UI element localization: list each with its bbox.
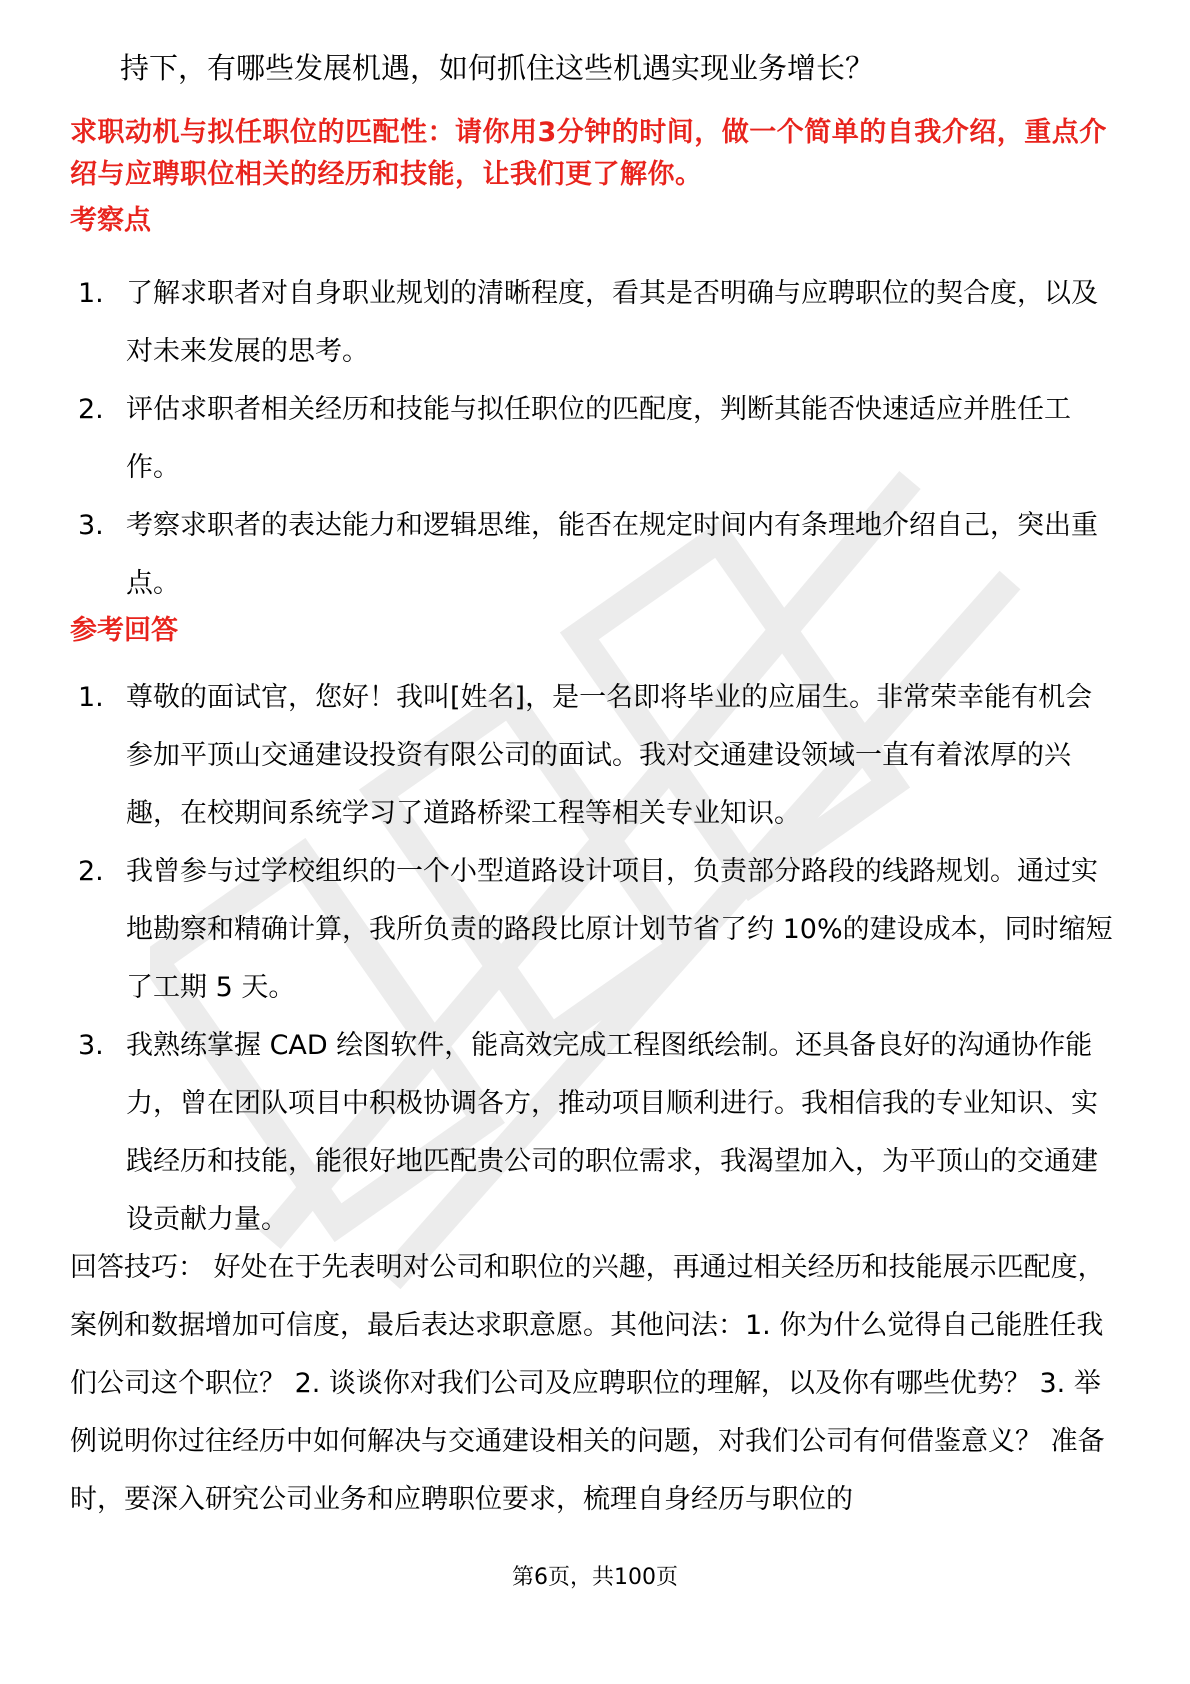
reference-answer-list (78, 669, 1118, 1249)
continuation-line: 持下，有哪些发展机遇，如何抓住这些机遇实现业务增长？ (120, 51, 875, 85)
list-item (78, 1017, 1118, 1249)
list-item (78, 265, 1118, 381)
list-item (78, 381, 1118, 497)
list-item (78, 669, 1118, 843)
list-item (78, 497, 1118, 613)
list-item-text: 考察求职者的表达能力和逻辑思维，能否在规定时间内有条理地介绍自己，突出重点。 (126, 510, 1098, 599)
answer-tips: 回答技巧： 好处在于先表明对公司和职位的兴趣，再通过相关经历和技能展示匹配度，案例和数据增加可信度，最后表达求职意愿。其他问法：1. 你为什么觉得自己能胜任我们公司这个职位？ 2. 谈谈你对我们公司及应聘职位的理解，以及你有哪些优势？ 3. 举例说明你过往经历中如何解决与交通建设相关的问题，对我们公司有何借鉴意义？ 准备时，要深入研究公司业务和应聘职位要求，梳理自身经历与职位的 (70, 1252, 1105, 1515)
list-item-number: 2. (78, 394, 104, 425)
exam-points-list (78, 265, 1118, 613)
list-item-number: 3. (78, 1030, 104, 1061)
list-item-number: 3. (78, 510, 104, 541)
list-item-text: 了解求职者对自身职业规划的清晰程度，看其是否明确与应聘职位的契合度，以及对未来发展的思考。 (126, 278, 1098, 367)
list-item-text: 我曾参与过学校组织的一个小型道路设计项目，负责部分路段的线路规划。通过实地勘察和精确计算，我所负责的路段比原计划节省了约 10%的建设成本，同时缩短了工期 5 天。 (126, 856, 1113, 1003)
reference-answer-heading: 参考回答 (70, 615, 178, 646)
list-item-text: 尊敬的面试官，您好！我叫[姓名]，是一名即将毕业的应届生。非常荣幸能有机会参加平顶山交通建设投资有限公司的面试。我对交通建设领域一直有着浓厚的兴趣，在校期间系统学习了道路桥梁工程等相关专业知识。 (126, 682, 1093, 829)
page-footer: 第6页，共100页 (512, 1565, 678, 1590)
list-item-text: 我熟练掌握 CAD 绘图软件，能高效完成工程图纸绘制。还具备良好的沟通协作能力，曾在团队项目中积极协调各方，推动项目顺利进行。我相信我的专业知识、实践经历和技能，能很好地匹配贵公司的职位需求，我渴望加入，为平顶山的交通建设贡献力量。 (126, 1030, 1098, 1235)
list-item (78, 843, 1118, 1017)
list-item-number: 1. (78, 682, 104, 713)
list-item-number: 2. (78, 856, 104, 887)
exam-points-heading: 考察点 (70, 205, 151, 236)
question-title: 求职动机与拟任职位的匹配性：请你用3分钟的时间，做一个简单的自我介绍，重点介绍与应聘职位相关的经历和技能，让我们更了解你。 (70, 117, 1107, 190)
list-item-text: 评估求职者相关经历和技能与拟任职位的匹配度，判断其能否快速适应并胜任工作。 (126, 394, 1071, 483)
list-item-number: 1. (78, 278, 104, 309)
